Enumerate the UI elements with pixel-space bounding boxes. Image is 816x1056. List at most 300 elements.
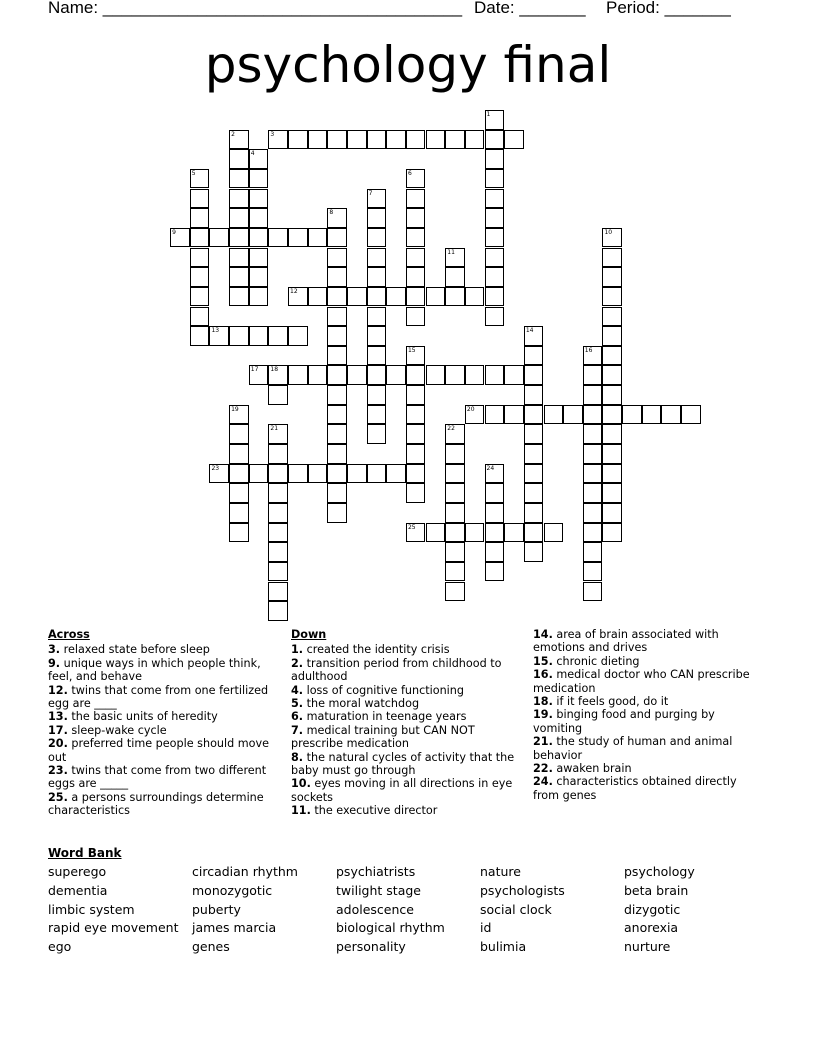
grid-cell[interactable] xyxy=(445,267,465,287)
grid-cell[interactable] xyxy=(367,326,387,346)
clue-text: binging food and purging by vomiting xyxy=(533,708,715,735)
grid-cell[interactable] xyxy=(524,385,544,405)
grid-cell[interactable] xyxy=(386,464,406,484)
grid-cell[interactable] xyxy=(524,444,544,464)
grid-cell[interactable] xyxy=(190,228,210,248)
grid-cell[interactable] xyxy=(347,365,367,385)
grid-cell[interactable] xyxy=(327,130,347,150)
grid-cell[interactable] xyxy=(445,464,465,484)
grid-cell[interactable] xyxy=(406,483,426,503)
grid-cell[interactable] xyxy=(426,365,446,385)
grid-cell[interactable] xyxy=(583,562,603,582)
grid-cell[interactable] xyxy=(681,405,701,425)
grid-cell[interactable] xyxy=(367,346,387,366)
grid-cell[interactable] xyxy=(190,208,210,228)
grid-cell[interactable] xyxy=(544,523,564,543)
grid-cell[interactable] xyxy=(367,208,387,228)
grid-cell[interactable] xyxy=(386,130,406,150)
grid-cell[interactable] xyxy=(268,365,288,385)
grid-cell[interactable] xyxy=(504,130,524,150)
grid-cell[interactable] xyxy=(602,464,622,484)
clue-text: sleep-wake cycle xyxy=(67,723,167,737)
clue-num: 9. xyxy=(48,656,61,670)
grid-cell[interactable] xyxy=(583,424,603,444)
grid-cell[interactable] xyxy=(190,169,210,189)
grid-cell[interactable] xyxy=(347,464,367,484)
grid-cell[interactable] xyxy=(406,346,426,366)
grid-cell[interactable] xyxy=(406,248,426,268)
grid-cell[interactable] xyxy=(347,130,367,150)
grid-cell[interactable] xyxy=(602,405,622,425)
clue-text: medical training but CAN NOT prescribe medication xyxy=(291,723,475,751)
clue-text: medical doctor who CAN prescribe medication xyxy=(533,668,750,695)
grid-cell[interactable] xyxy=(524,483,544,503)
grid-cell[interactable] xyxy=(249,464,269,484)
grid-cell[interactable] xyxy=(406,228,426,248)
grid-cell[interactable] xyxy=(249,228,269,248)
grid-cell[interactable] xyxy=(602,346,622,366)
grid-cell[interactable] xyxy=(485,169,505,189)
clue-num: 20. xyxy=(48,737,68,751)
grid-cell[interactable] xyxy=(583,365,603,385)
grid-cell[interactable] xyxy=(327,228,347,248)
grid-cell[interactable] xyxy=(583,444,603,464)
grid-cell[interactable] xyxy=(229,267,249,287)
clue-text: the moral watchdog xyxy=(303,697,420,711)
grid-cell[interactable] xyxy=(229,405,249,425)
clue-num: 5. xyxy=(291,697,304,711)
grid-cell[interactable] xyxy=(209,228,229,248)
grid-cell[interactable] xyxy=(445,287,465,307)
grid-cell[interactable] xyxy=(524,464,544,484)
grid-cell[interactable] xyxy=(406,287,426,307)
grid-cell[interactable] xyxy=(406,523,426,543)
grid-cell[interactable] xyxy=(485,267,505,287)
grid-cell[interactable] xyxy=(583,346,603,366)
grid-cell[interactable] xyxy=(465,287,485,307)
grid-cell[interactable] xyxy=(583,405,603,425)
grid-cell[interactable] xyxy=(426,287,446,307)
grid-cell[interactable] xyxy=(229,523,249,543)
grid-cell[interactable] xyxy=(249,149,269,169)
word-bank-item: personality xyxy=(336,939,406,954)
clue-item xyxy=(533,762,765,775)
grid-cell[interactable] xyxy=(406,424,426,444)
grid-cell[interactable] xyxy=(367,130,387,150)
grid-cell[interactable] xyxy=(602,503,622,523)
grid-cell[interactable] xyxy=(445,424,465,444)
grid-cell[interactable] xyxy=(524,405,544,425)
grid-cell[interactable] xyxy=(288,326,308,346)
grid-cell[interactable] xyxy=(524,424,544,444)
word-bank-item: limbic system xyxy=(48,902,135,917)
grid-cell[interactable] xyxy=(485,248,505,268)
grid-cell[interactable] xyxy=(661,405,681,425)
grid-cell[interactable] xyxy=(268,601,288,621)
grid-cell[interactable] xyxy=(445,562,465,582)
grid-cell[interactable] xyxy=(406,267,426,287)
clue-num: 7. xyxy=(291,723,304,737)
grid-cell[interactable] xyxy=(465,523,485,543)
grid-cell[interactable] xyxy=(642,405,662,425)
grid-cell[interactable] xyxy=(602,385,622,405)
grid-cell[interactable] xyxy=(445,582,465,602)
clue-num: 23. xyxy=(48,764,68,778)
grid-cell[interactable] xyxy=(190,287,210,307)
grid-cell[interactable] xyxy=(229,228,249,248)
grid-cell[interactable] xyxy=(406,169,426,189)
clue-num: 13. xyxy=(48,710,68,724)
grid-cell[interactable] xyxy=(504,365,524,385)
grid-cell[interactable] xyxy=(583,542,603,562)
grid-cell[interactable] xyxy=(229,444,249,464)
grid-cell[interactable] xyxy=(602,307,622,327)
grid-cell[interactable] xyxy=(327,287,347,307)
grid-cell[interactable] xyxy=(288,287,308,307)
grid-cell[interactable] xyxy=(229,130,249,150)
clue-text: area of brain associated with emotions and drives xyxy=(533,628,719,655)
grid-cell[interactable] xyxy=(229,189,249,209)
clue-num: 17. xyxy=(48,723,68,737)
grid-cell[interactable] xyxy=(602,267,622,287)
grid-cell[interactable] xyxy=(465,365,485,385)
grid-cell[interactable] xyxy=(347,287,367,307)
clue-number: 17 xyxy=(250,366,259,374)
grid-cell[interactable] xyxy=(327,365,347,385)
grid-cell[interactable] xyxy=(229,424,249,444)
grid-cell[interactable] xyxy=(190,267,210,287)
grid-cell[interactable] xyxy=(367,464,387,484)
grid-cell[interactable] xyxy=(308,287,328,307)
grid-cell[interactable] xyxy=(308,365,328,385)
clue-text: chronic dieting xyxy=(552,654,640,668)
grid-cell[interactable] xyxy=(406,405,426,425)
grid-cell[interactable] xyxy=(504,405,524,425)
clue-text: relaxed state before sleep xyxy=(60,643,210,657)
grid-cell[interactable] xyxy=(524,542,544,562)
grid-cell[interactable] xyxy=(327,346,347,366)
clue-number: 22 xyxy=(447,425,455,433)
grid-cell[interactable] xyxy=(268,424,288,444)
grid-cell[interactable] xyxy=(229,464,249,484)
grid-cell[interactable] xyxy=(229,149,249,169)
grid-cell[interactable] xyxy=(524,503,544,523)
grid-cell[interactable] xyxy=(406,464,426,484)
clue-number: 5 xyxy=(191,169,196,177)
across-clues xyxy=(48,628,278,818)
grid-cell[interactable] xyxy=(445,365,465,385)
grid-cell[interactable] xyxy=(268,503,288,523)
grid-cell[interactable] xyxy=(602,424,622,444)
grid-cell[interactable] xyxy=(288,228,308,248)
page-title: psychology final xyxy=(204,36,612,94)
grid-cell[interactable] xyxy=(249,365,269,385)
grid-cell[interactable] xyxy=(170,228,190,248)
clue-num: 3. xyxy=(48,643,61,657)
grid-cell[interactable] xyxy=(583,464,603,484)
clue-item xyxy=(291,643,523,656)
grid-cell[interactable] xyxy=(268,464,288,484)
word-bank-item: adolescence xyxy=(336,902,414,917)
clue-text: preferred time people should move out xyxy=(48,737,270,764)
grid-cell[interactable] xyxy=(229,169,249,189)
clue-item xyxy=(48,710,278,723)
grid-cell[interactable] xyxy=(622,405,642,425)
grid-cell[interactable] xyxy=(485,307,505,327)
grid-cell[interactable] xyxy=(504,523,524,543)
clue-item xyxy=(291,697,523,710)
grid-cell[interactable] xyxy=(308,464,328,484)
grid-cell[interactable] xyxy=(445,503,465,523)
grid-cell[interactable] xyxy=(602,228,622,248)
clue-number: 16 xyxy=(584,346,593,354)
grid-cell[interactable] xyxy=(406,365,426,385)
grid-cell[interactable] xyxy=(485,287,505,307)
grid-cell[interactable] xyxy=(485,542,505,562)
clue-item xyxy=(533,708,765,735)
grid-cell[interactable] xyxy=(485,365,505,385)
grid-cell[interactable] xyxy=(485,110,505,130)
down-clues-continued xyxy=(533,628,765,802)
grid-cell[interactable] xyxy=(602,365,622,385)
grid-cell[interactable] xyxy=(602,326,622,346)
grid-cell[interactable] xyxy=(406,444,426,464)
clue-number: 10 xyxy=(604,228,613,236)
grid-cell[interactable] xyxy=(268,582,288,602)
grid-cell[interactable] xyxy=(524,365,544,385)
clue-item xyxy=(533,735,765,762)
grid-cell[interactable] xyxy=(308,130,328,150)
grid-cell[interactable] xyxy=(327,326,347,346)
grid-cell[interactable] xyxy=(268,542,288,562)
grid-cell[interactable] xyxy=(426,130,446,150)
clue-text: the executive director xyxy=(310,804,438,818)
word-bank-item: nurture xyxy=(624,939,671,954)
grid-cell[interactable] xyxy=(367,228,387,248)
grid-cell[interactable] xyxy=(190,248,210,268)
grid-cell[interactable] xyxy=(406,385,426,405)
clue-number: 20 xyxy=(466,405,475,413)
grid-cell[interactable] xyxy=(249,208,269,228)
grid-cell[interactable] xyxy=(445,523,465,543)
clue-text: maturation in teenage years xyxy=(303,710,467,724)
grid-cell[interactable] xyxy=(445,444,465,464)
clue-num: 2. xyxy=(291,656,304,670)
grid-cell[interactable] xyxy=(445,130,465,150)
grid-cell[interactable] xyxy=(249,248,269,268)
grid-cell[interactable] xyxy=(485,130,505,150)
grid-cell[interactable] xyxy=(485,503,505,523)
word-bank-item: puberty xyxy=(192,902,241,917)
grid-cell[interactable] xyxy=(602,483,622,503)
word-bank-heading: Word Bank xyxy=(48,846,122,860)
grid-cell[interactable] xyxy=(602,287,622,307)
grid-cell[interactable] xyxy=(249,326,269,346)
name-field[interactable]: Name: ______________________________________ xyxy=(48,0,463,17)
clue-num: 19. xyxy=(533,708,553,722)
grid-cell[interactable] xyxy=(229,208,249,228)
word-bank-item: biological rhythm xyxy=(336,920,445,935)
grid-cell[interactable] xyxy=(327,424,347,444)
clue-num: 12. xyxy=(48,683,68,697)
grid-cell[interactable] xyxy=(249,267,269,287)
clue-text: the natural cycles of activity that the baby must go through xyxy=(291,750,515,778)
grid-cell[interactable] xyxy=(288,130,308,150)
grid-cell[interactable] xyxy=(583,483,603,503)
word-bank-item: nature xyxy=(480,864,521,879)
grid-cell[interactable] xyxy=(602,248,622,268)
grid-cell[interactable] xyxy=(406,130,426,150)
word-bank-item: monozygotic xyxy=(192,883,273,898)
clue-num: 1. xyxy=(291,643,304,657)
clue-number: 11 xyxy=(447,248,455,256)
grid-cell[interactable] xyxy=(229,248,249,268)
clue-num: 24. xyxy=(533,775,553,789)
grid-cell[interactable] xyxy=(367,405,387,425)
grid-cell[interactable] xyxy=(327,483,347,503)
clue-number: 12 xyxy=(290,287,298,295)
grid-cell[interactable] xyxy=(249,287,269,307)
clue-item xyxy=(48,643,278,656)
grid-cell[interactable] xyxy=(327,385,347,405)
grid-cell[interactable] xyxy=(406,208,426,228)
clue-number: 3 xyxy=(270,130,275,138)
grid-cell[interactable] xyxy=(386,287,406,307)
grid-cell[interactable] xyxy=(249,169,269,189)
clue-item xyxy=(291,724,523,751)
grid-cell[interactable] xyxy=(406,307,426,327)
grid-cell[interactable] xyxy=(406,189,426,209)
grid-cell[interactable] xyxy=(327,307,347,327)
grid-cell[interactable] xyxy=(386,365,406,385)
word-bank-item: psychologists xyxy=(480,883,565,898)
grid-cell[interactable] xyxy=(583,385,603,405)
clue-number: 13 xyxy=(211,327,220,335)
grid-cell[interactable] xyxy=(524,326,544,346)
grid-cell[interactable] xyxy=(367,424,387,444)
clue-number: 21 xyxy=(270,425,279,433)
grid-cell[interactable] xyxy=(327,464,347,484)
grid-cell[interactable] xyxy=(229,483,249,503)
grid-cell[interactable] xyxy=(288,464,308,484)
grid-cell[interactable] xyxy=(190,189,210,209)
grid-cell[interactable] xyxy=(563,405,583,425)
grid-cell[interactable] xyxy=(367,307,387,327)
clue-number: 24 xyxy=(486,464,495,472)
grid-cell[interactable] xyxy=(268,562,288,582)
grid-cell[interactable] xyxy=(229,503,249,523)
grid-cell[interactable] xyxy=(190,326,210,346)
grid-cell[interactable] xyxy=(288,365,308,385)
grid-cell[interactable] xyxy=(308,228,328,248)
grid-cell[interactable] xyxy=(426,523,446,543)
date-field[interactable]: Date: _______ xyxy=(474,0,586,17)
grid-cell[interactable] xyxy=(209,326,229,346)
grid-cell[interactable] xyxy=(268,326,288,346)
grid-cell[interactable] xyxy=(485,405,505,425)
grid-cell[interactable] xyxy=(445,248,465,268)
clue-number: 25 xyxy=(407,523,416,531)
grid-cell[interactable] xyxy=(485,562,505,582)
grid-cell[interactable] xyxy=(445,542,465,562)
grid-cell[interactable] xyxy=(602,444,622,464)
grid-cell[interactable] xyxy=(367,287,387,307)
period-field[interactable]: Period: _______ xyxy=(606,0,731,17)
grid-cell[interactable] xyxy=(485,228,505,248)
grid-cell[interactable] xyxy=(544,405,564,425)
grid-cell[interactable] xyxy=(327,444,347,464)
clue-text: the basic units of heredity xyxy=(67,710,218,724)
grid-cell[interactable] xyxy=(485,464,505,484)
clue-item xyxy=(291,751,523,778)
grid-cell[interactable] xyxy=(249,189,269,209)
grid-cell[interactable] xyxy=(485,483,505,503)
grid-cell[interactable] xyxy=(485,149,505,169)
grid-cell[interactable] xyxy=(367,189,387,209)
clue-text: unique ways in which people think, feel, and behave xyxy=(48,656,261,684)
clue-text: twins that come from one fertilized egg are ____ xyxy=(48,683,269,711)
clue-item xyxy=(291,684,523,697)
word-bank-item: social clock xyxy=(480,902,552,917)
grid-cell[interactable] xyxy=(268,130,288,150)
grid-cell[interactable] xyxy=(327,503,347,523)
grid-cell[interactable] xyxy=(367,267,387,287)
clue-number: 7 xyxy=(368,189,373,197)
grid-cell[interactable] xyxy=(583,582,603,602)
grid-cell[interactable] xyxy=(327,405,347,425)
grid-cell[interactable] xyxy=(367,248,387,268)
grid-cell[interactable] xyxy=(445,483,465,503)
grid-cell[interactable] xyxy=(229,326,249,346)
grid-cell[interactable] xyxy=(268,228,288,248)
grid-cell[interactable] xyxy=(485,189,505,209)
grid-cell[interactable] xyxy=(268,523,288,543)
grid-cell[interactable] xyxy=(229,287,249,307)
grid-cell[interactable] xyxy=(209,464,229,484)
grid-cell[interactable] xyxy=(268,483,288,503)
grid-cell[interactable] xyxy=(268,385,288,405)
grid-cell[interactable] xyxy=(465,405,485,425)
word-bank-item: psychiatrists xyxy=(336,864,416,879)
grid-cell[interactable] xyxy=(485,208,505,228)
grid-cell[interactable] xyxy=(327,248,347,268)
grid-cell[interactable] xyxy=(485,523,505,543)
grid-cell[interactable] xyxy=(268,444,288,464)
grid-cell[interactable] xyxy=(524,523,544,543)
grid-cell[interactable] xyxy=(327,267,347,287)
clue-text: transition period from childhood to adulthood xyxy=(291,656,502,684)
word-bank-item: beta brain xyxy=(624,883,689,898)
grid-cell[interactable] xyxy=(524,346,544,366)
grid-cell[interactable] xyxy=(190,307,210,327)
grid-cell[interactable] xyxy=(367,385,387,405)
grid-cell[interactable] xyxy=(465,130,485,150)
clue-number: 6 xyxy=(407,169,412,177)
clue-number: 1 xyxy=(486,111,491,118)
clue-num: 4. xyxy=(291,683,304,697)
clue-text: eyes moving in all directions in eye sockets xyxy=(291,777,513,804)
clue-number: 19 xyxy=(231,405,239,413)
grid-cell[interactable] xyxy=(583,503,603,523)
grid-cell[interactable] xyxy=(602,523,622,543)
grid-cell[interactable] xyxy=(327,208,347,228)
clue-item xyxy=(533,668,765,695)
clue-item xyxy=(533,775,765,802)
word-bank-item: anorexia xyxy=(624,920,679,935)
grid-cell[interactable] xyxy=(367,365,387,385)
grid-cell[interactable] xyxy=(583,523,603,543)
clue-number: 14 xyxy=(525,327,534,335)
